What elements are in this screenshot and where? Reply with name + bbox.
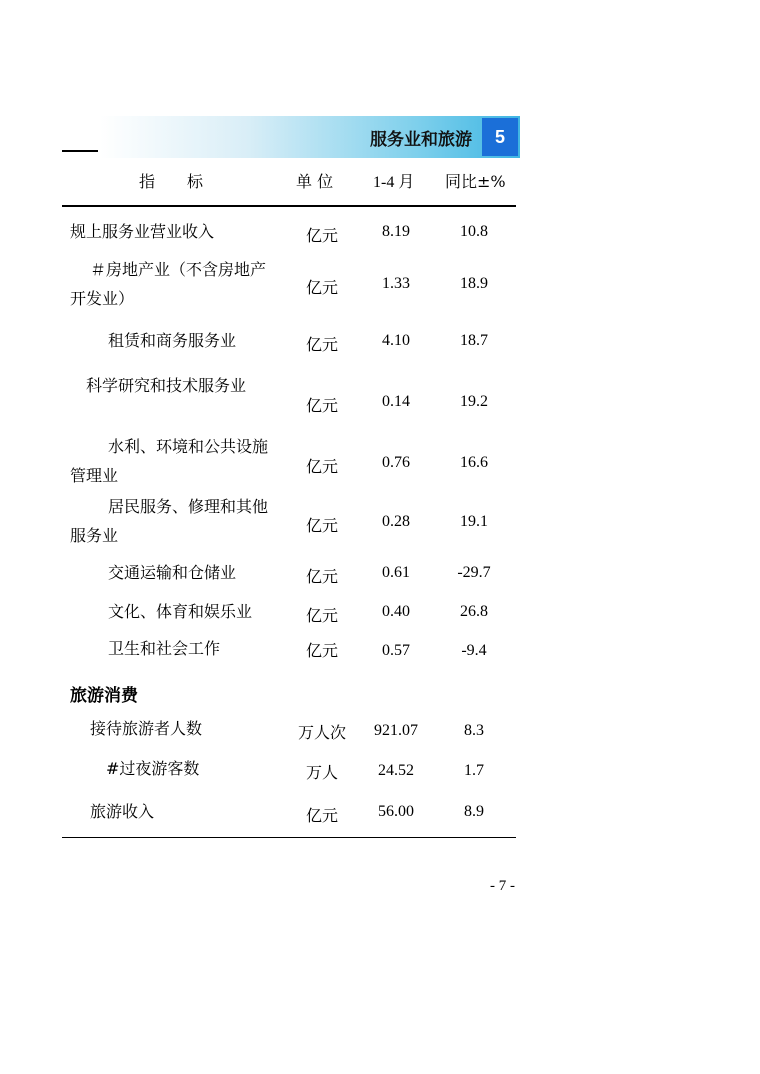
chapter-banner [100,116,520,158]
row-unit: 亿元 [305,516,338,535]
row-yoy: 19.1 [460,513,488,530]
row-yoy: 26.8 [460,603,488,620]
table-row [62,754,516,784]
row-value: 921.07 [374,722,418,739]
header-indicator: 指 标 [139,172,204,191]
row-value: 0.14 [382,393,410,410]
table-row [62,597,516,627]
table-row [62,217,516,247]
row-label: #过夜游客数 [106,759,200,778]
row-yoy: 19.2 [460,393,488,410]
table-top-rule [62,205,516,207]
row-label: 居民服务、修理和其他服务业 [70,497,269,545]
header-period: 1-4 月 [373,174,415,191]
table-row [62,432,516,492]
chapter-number-badge: 5 [482,118,518,156]
row-yoy: 18.9 [460,275,488,292]
row-value: 24.52 [378,762,414,779]
row-unit: 万人次 [297,723,346,742]
row-yoy: 8.3 [464,722,484,739]
row-unit: 亿元 [305,567,338,586]
row-unit: 亿元 [305,396,338,415]
row-unit: 亿元 [305,606,338,625]
table-row [62,492,516,552]
row-label: 卫生和社会工作 [108,639,221,658]
table-bottom-rule [62,837,516,838]
section-heading-tourism: 旅游消费 [70,686,138,706]
table-row [62,797,516,827]
row-label: 水利、环境和公共设施管理业 [70,437,269,485]
header-yoy: 同比±% [445,172,506,191]
row-yoy: -9.4 [461,642,487,659]
row-label: 旅游收入 [90,802,155,821]
row-value: 56.00 [378,803,414,820]
row-label: ＃房地产业（不含房地产开发业） [70,260,267,308]
row-value: 1.33 [382,275,410,292]
row-unit: 亿元 [305,641,338,660]
row-label: 科学研究和技术服务业 [86,376,247,395]
row-value: 8.19 [382,223,410,240]
row-value: 0.57 [382,642,410,659]
row-label: 交通运输和仓储业 [108,563,237,582]
row-yoy: 18.7 [460,332,488,349]
table-row [62,371,516,431]
row-label: 规上服务业营业收入 [70,222,215,241]
row-value: 0.28 [382,513,410,530]
row-value: 0.40 [382,603,410,620]
row-yoy: 16.6 [460,454,488,471]
row-unit: 亿元 [305,806,338,825]
chapter-title: 服务业和旅游 [370,130,472,150]
row-value: 0.61 [382,564,410,581]
row-yoy: 1.7 [464,762,484,779]
decorative-rule [62,150,98,152]
header-unit: 单 位 [296,172,334,191]
row-unit: 亿元 [305,278,338,297]
row-yoy: -29.7 [457,564,491,581]
row-label: 文化、体育和娱乐业 [108,602,253,621]
row-value: 4.10 [382,332,410,349]
table-row [62,558,516,588]
table-row [62,714,516,744]
row-label: 接待旅游者人数 [90,719,203,738]
row-unit: 亿元 [305,457,338,476]
table-row [62,326,516,356]
row-value: 0.76 [382,454,410,471]
row-unit: 亿元 [305,335,338,354]
table-row [62,634,516,664]
page-number: - 7 - [490,878,515,894]
table-row [62,255,516,315]
row-yoy: 10.8 [460,223,488,240]
row-label: 租赁和商务服务业 [108,331,237,350]
row-unit: 亿元 [305,226,338,245]
row-yoy: 8.9 [464,803,484,820]
row-unit: 万人 [305,763,338,782]
